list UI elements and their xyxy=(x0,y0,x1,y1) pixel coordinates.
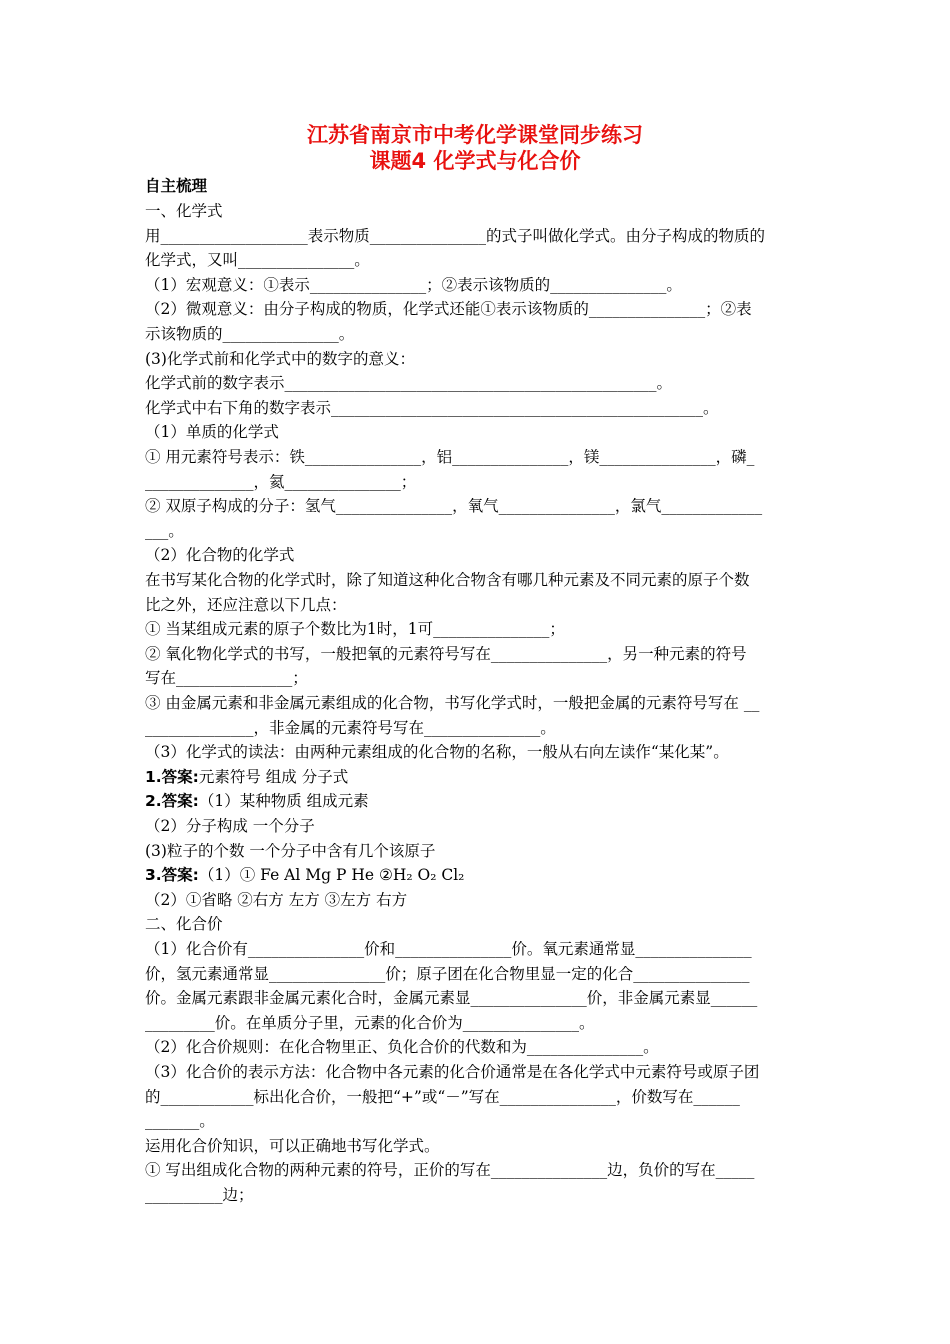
text-line: __________边； xyxy=(145,1186,254,1204)
text-line: ___。 xyxy=(145,521,184,540)
text-line: 二、化合价 xyxy=(145,915,223,934)
answer-text: 元素符号 组成 分子式 xyxy=(198,767,349,786)
text-line: 运用化合价知识，可以正确地书写化学式。 xyxy=(145,1136,440,1155)
text-line: 写在_______________； xyxy=(145,669,308,688)
text-line: 的____________标出化合价，一般把“+”或“－”写在_______________，价数写在______ xyxy=(145,1087,740,1106)
text-line: (3)化学式前和化学式中的数字的意义： xyxy=(145,349,415,368)
answer-text: （1）某种物质 组成元素 xyxy=(198,792,369,811)
text-line: (3)粒子的个数 一个分子中含有几个该原子 xyxy=(145,841,436,860)
text-line: 比之外，还应注意以下几点： xyxy=(145,595,347,614)
text-line: （1）单质的化学式 xyxy=(145,423,279,442)
text-line: ③ 由金属元素和非金属元素组成的化合物，书写化学式时，一般把金属的元素符号写在 __ xyxy=(145,694,760,712)
text-line: 化学式中右下角的数字表示________________________________________________。 xyxy=(145,398,719,417)
text-line: （2）①省略 ②右方 左方 ③左方 右方 xyxy=(145,890,408,909)
text-line: （2）微观意义：由分子构成的物质，化学式还能①表示该物质的_______________；②表 xyxy=(145,300,752,319)
text-line: _______。 xyxy=(145,1112,215,1131)
text-line: （1）化合价有_______________价和_______________价。氧元素通常显_______________ xyxy=(145,940,752,958)
text-line: ______________，氦_______________； xyxy=(145,472,417,491)
text-line: （3）化合价的表示方法：化合物中各元素的化合价通常是在各化学式中元素符号或原子团 xyxy=(145,1063,760,1081)
answer-label: 1.答案: xyxy=(145,767,199,786)
text-line: ② 双原子构成的分子：氢气_______________，氧气_______________，氯气_____________ xyxy=(145,497,763,516)
text-line: 价。金属元素跟非金属元素化合时，金属元素显_______________价，非金属元素显______ xyxy=(145,989,758,1008)
text-line: ② 氧化物化学式的书写，一般把氧的元素符号写在_______________，另一种元素的符号 xyxy=(145,644,747,663)
text-line: （3）化学式的读法：由两种元素组成的化合物的名称，一般从右向左读作“某化某”。 xyxy=(145,743,729,762)
text-line: （1）宏观意义：①表示_______________；②表示该物质的_______________。 xyxy=(145,275,682,294)
text-line: ① 当某组成元素的原子个数比为1时，1可_______________； xyxy=(145,620,565,639)
answer-text: （1）① Fe Al Mg P He ②H₂ O₂ Cl₂ xyxy=(198,866,465,885)
text-line: 价，氢元素通常显_______________价；原子团在化合物里显一定的化合_______________ xyxy=(145,964,750,983)
answer-label: 2.答案: xyxy=(145,792,199,811)
text-line xyxy=(145,789,811,813)
section-heading: 自主梳理 xyxy=(145,177,208,195)
text-line: （2）化合价规则：在化合物里正、负化合价的代数和为_______________。 xyxy=(145,1038,659,1057)
text-line xyxy=(145,765,811,789)
text-line: 用___________________表示物质_______________的式子叫做化学式。由分子构成的物质的 xyxy=(145,226,766,245)
text-line: 一、化学式 xyxy=(145,202,223,220)
document-title: 江苏省南京市中考化学课堂同步练习 xyxy=(307,123,643,147)
text-line: 化学式前的数字表示________________________________________________。 xyxy=(145,374,673,393)
text-line: ______________，非金属的元素符号写在_______________。 xyxy=(145,718,556,737)
document-subtitle: 课题4 化学式与化合价 xyxy=(369,149,581,173)
text-line: （2）分子构成 一个分子 xyxy=(145,817,315,835)
text-line: _________价。在单质分子里，元素的化合价为_______________。 xyxy=(145,1013,595,1032)
text-line: 示该物质的_______________。 xyxy=(145,325,355,343)
answer-label: 3.答案: xyxy=(145,866,199,885)
text-line: ① 用元素符号表示：铁_______________，铝_______________，镁_______________，磷_ xyxy=(145,448,755,466)
text-line: （2）化合物的化学式 xyxy=(145,546,295,565)
text-line: 在书写某化合物的化学式时，除了知道这种化合物含有哪几种元素及不同元素的原子个数 xyxy=(145,571,750,589)
text-line xyxy=(145,863,811,887)
text-line: ① 写出组成化合物的两种元素的符号，正价的写在_______________边，负价的写在_____ xyxy=(145,1161,755,1180)
text-line: 化学式，又叫_______________。 xyxy=(145,251,370,270)
